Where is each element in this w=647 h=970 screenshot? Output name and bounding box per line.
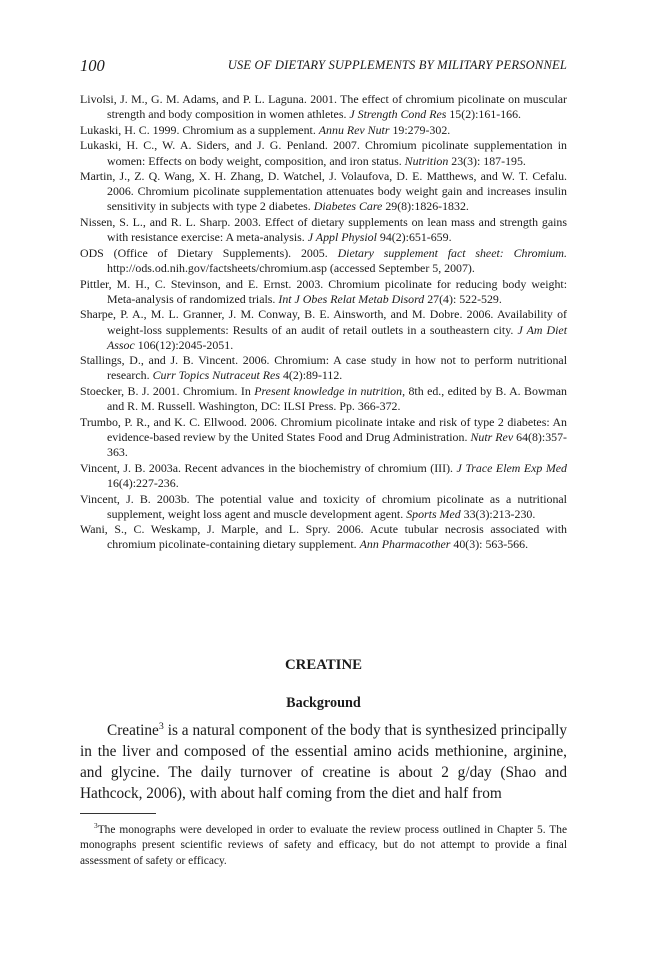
reference-citation: 16(4):227-236. xyxy=(107,475,179,490)
reference-citation: 23(3): 187-195. xyxy=(448,153,526,168)
reference-citation: 94(2):651-659. xyxy=(376,230,452,245)
reference-entry xyxy=(80,169,567,214)
reference-source: Nutr Rev xyxy=(470,430,514,444)
reference-citation: 4(2):89-112. xyxy=(279,368,343,383)
reference-source: J Appl Physiol xyxy=(307,230,377,245)
reference-entry xyxy=(80,492,567,522)
page-number: 100 xyxy=(80,56,105,75)
reference-source: Sports Med xyxy=(406,506,461,521)
running-head: USE OF DIETARY SUPPLEMENTS BY MILITARY PERSONNEL xyxy=(227,58,567,72)
reference-source: Annu Rev Nutr xyxy=(318,122,390,137)
reference-text: Stallings, D., and J. B. Vincent. 2006. Chromium: A case study in how not to perform nutritional research. xyxy=(80,353,567,383)
reference-entry xyxy=(80,522,567,552)
reference-entry xyxy=(80,92,567,122)
subsection-title: Background xyxy=(286,695,361,711)
reference-text: Vincent, J. B. 2003a. Recent advances in the biochemistry of chromium (III). xyxy=(80,460,457,475)
reference-source: Int J Obes Relat Metab Disord xyxy=(278,291,425,306)
reference-entry xyxy=(80,215,567,245)
reference-text: Lukaski, H. C. 1999. Chromium as a supplement. xyxy=(80,122,319,137)
footnote-text: The monographs were developed in order to evaluate the review process outlined in Chapter 5. The monographs present scientific reviews of safety and efficacy, but do not attempt to provide a final assessment of safety or efficacy. xyxy=(80,824,567,867)
reference-citation: 29(8):1826-1832. xyxy=(382,199,469,214)
body-paragraph-text: is a natural component of the body that is synthesized principally in the liver and composed of the essential amino acids methionine, arginine, and glycine. The daily turnover of creatine is about 2 g/day (Shao and Hathcock, 2006), with about half coming from the diet and half from xyxy=(80,722,567,802)
reference-citation: , 8th ed., edited by B. A. Bowman and R. M. Russell. Washington, DC: ILSI Press. Pp. 366-372. xyxy=(107,384,567,414)
footnote xyxy=(80,823,567,869)
reference-entry xyxy=(80,461,567,491)
footnote-rule xyxy=(80,813,156,814)
reference-entry xyxy=(80,277,567,307)
reference-citation: 64(8):357-363. xyxy=(107,430,567,460)
reference-citation: 106(12):2045-2051. xyxy=(134,337,234,352)
body-paragraph xyxy=(80,720,567,804)
reference-citation: 19:279-302. xyxy=(389,122,451,137)
reference-text: ODS (Office of Dietary Supplements). 2005. xyxy=(80,245,338,260)
page-header xyxy=(80,56,567,76)
reference-text: Nissen, S. L., and R. L. Sharp. 2003. Effect of dietary supplements on lean mass and strength gains with resistance exercise: A meta-analysis. xyxy=(80,215,567,245)
reference-source: J Strength Cond Res xyxy=(349,107,447,122)
reference-entry xyxy=(80,307,567,352)
reference-text: Wani, S., C. Weskamp, J. Marple, and L. Spry. 2006. Acute tubular necrosis associated with chromium picolinate-containing dietary supplement. xyxy=(80,522,567,552)
reference-source: Nutrition xyxy=(404,153,449,168)
reference-source: Dietary supplement fact sheet: Chromium. xyxy=(337,245,567,260)
reference-list xyxy=(80,92,567,553)
reference-entry xyxy=(80,246,567,276)
reference-text: Martin, J., Z. Q. Wang, X. H. Zhang, D. Watchel, J. Volaufova, D. E. Matthews, and W. T. Cefalu. 2006. Chromium picolinate supplementation attenuates body weight gain and increases insulin sensitivity in subjects with type 2 diabetes. xyxy=(80,169,567,214)
reference-source: Diabetes Care xyxy=(313,199,383,214)
reference-text: Vincent, J. B. 2003b. The potential value and toxicity of chromium picolinate as a nutritional supplement, weight loss agent and muscle development agent. xyxy=(80,491,567,521)
reference-entry xyxy=(80,123,567,138)
reference-citation: 33(3):213-230. xyxy=(460,506,536,521)
reference-text: Pittler, M. H., C. Stevinson, and E. Ernst. 2003. Chromium picolinate for reducing body weight: Meta-analysis of randomized trials. xyxy=(80,276,567,306)
reference-source: Ann Pharmacother xyxy=(359,537,451,552)
reference-citation: http://ods.od.nih.gov/factsheets/chromium.asp (accessed September 5, 2007). xyxy=(107,261,475,275)
section-title: CREATINE xyxy=(284,657,362,673)
reference-text: Lukaski, H. C., W. A. Siders, and J. G. Penland. 2007. Chromium picolinate supplementation in women: Effects on body weight, composition, and iron status. xyxy=(80,138,567,168)
reference-text: Sharpe, P. A., M. L. Granner, J. M. Conway, B. E. Ainsworth, and M. Dobre. 2006. Availability of weight-loss supplements: Results of an audit of retail outlets in a southeastern city. xyxy=(80,307,567,337)
reference-source: J Am Diet Assoc xyxy=(107,322,567,352)
reference-citation: 15(2):161-166. xyxy=(446,107,522,122)
footnote-reference: 3 xyxy=(158,720,164,732)
reference-text: Stoecker, B. J. 2001. Chromium. In xyxy=(80,384,255,399)
reference-entry xyxy=(80,415,567,460)
reference-citation: 40(3): 563-566. xyxy=(450,537,529,552)
reference-text: Livolsi, J. M., G. M. Adams, and P. L. Laguna. 2001. The effect of chromium picolinate on muscular strength and body composition in women athletes. xyxy=(80,92,567,122)
reference-entry xyxy=(80,138,567,168)
reference-source: Curr Topics Nutraceut Res xyxy=(152,368,280,383)
reference-citation: 27(4): 522-529. xyxy=(424,291,502,306)
reference-source: J Trace Elem Exp Med xyxy=(456,460,567,475)
reference-entry xyxy=(80,384,567,414)
reference-source: Present knowledge in nutrition xyxy=(254,384,403,399)
footnote-marker: 3 xyxy=(94,821,98,831)
body-lead-word: Creatine xyxy=(107,722,159,739)
reference-entry xyxy=(80,353,567,383)
reference-text: Trumbo, P. R., and K. C. Ellwood. 2006. Chromium picolinate intake and risk of type 2 diabetes: An evidence-based review by the United States Food and Drug Administration. xyxy=(80,414,567,444)
